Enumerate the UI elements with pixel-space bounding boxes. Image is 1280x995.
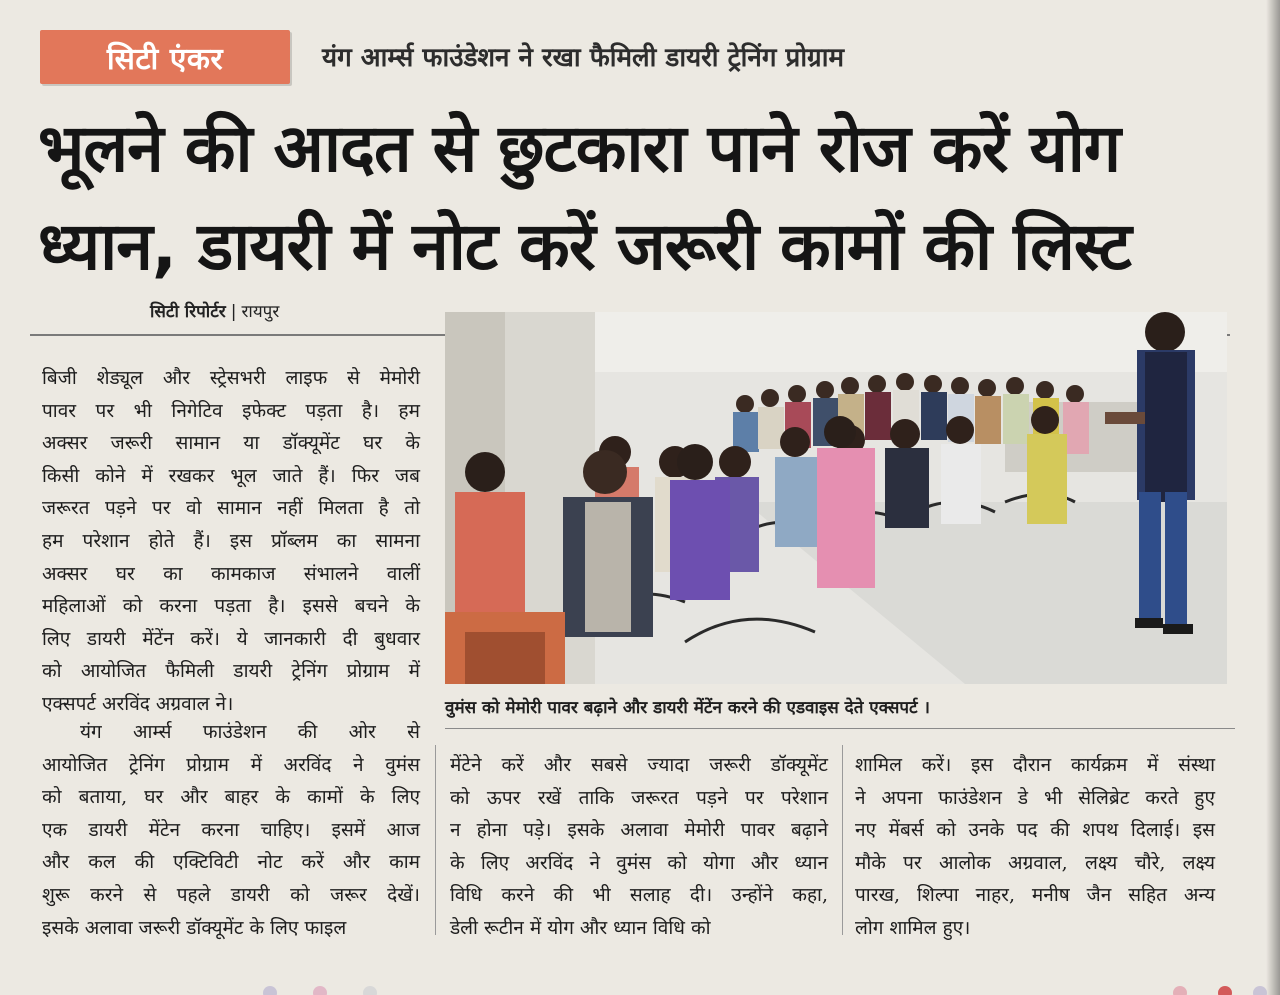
body-column-3 [855,749,1215,945]
body-text-line: आयोजित ट्रेनिंग प्रोग्राम में अरविंद ने वुमंस [42,753,420,776]
body-text-line: डेली रूटीन में योग और ध्यान विधि को [450,916,711,939]
body-text-line: हम परेशान होते हैं। इस प्रॉब्लम का सामना [42,529,420,552]
body-text-line: के लिए अरविंद ने वुमंस को योगा और ध्यान [450,851,828,874]
body-text-line: पारख, शिल्पा नाहर, मनीष जैन सहित अन्य [855,884,1215,907]
body-text-line: मौके पर आलोक अग्रवाल, लक्ष्य चौरे, लक्ष्य [855,851,1215,874]
body-column-1-bottom [42,716,420,944]
body-text-line: शुरू करने से पहले डायरी को जरूर देखें। [42,883,420,906]
body-text-line: यंग आर्म्स फाउंडेशन की ओर से [80,721,420,743]
body-text-line: न होना पड़े। इसके अलावा मेमोरी पावर बढ़ाने [450,819,828,842]
body-text-line: महिलाओं को करना पड़ता है। इससे बचने के [42,595,420,618]
body-text-line: नए मेंबर्स को उनके पद की शपथ दिलाई। इस [855,819,1215,842]
byline [150,298,450,326]
body-text-line: शामिल करें। इस दौरान कार्यक्रम में संस्था [855,754,1215,776]
body-text-line: अक्सर जरूरी सामान या डॉक्यूमेंट घर के [42,432,420,455]
byline-separator: | [230,302,237,322]
body-text-line: लोग शामिल हुए। [855,916,971,939]
caption-rule [445,728,1235,729]
body-text-line: एक्सपर्ट अरविंद अग्रवाल ने। [42,692,234,715]
body-column-1-top [42,362,420,721]
headline-line-2: ध्यान, डायरी में नोट करें जरूरी कामों की लिस्ट [38,208,1131,285]
seminar-photo-illustration [445,312,1227,684]
body-text-line: और कल की एक्टिविटी नोट करें और काम [42,851,420,874]
headline-line-1: भूलने की आदत से छुटकारा पाने रोज करें योग [38,110,1120,187]
body-text-line: को आयोजित फैमिली डायरी ट्रेनिंग प्रोग्राम में [42,660,420,683]
body-text-line: को ऊपर रखें ताकि जरूरत पड़ने पर परेशान [450,786,828,809]
news-photo [445,312,1227,684]
section-badge [40,30,290,84]
body-text-line: अक्सर घर का कामकाज संभालने वालीं [42,562,420,585]
body-text-line: इसके अलावा जरूरी डॉक्यूमेंट के लिए फाइल [42,916,347,939]
body-text-line: बिजी शेड्यूल और स्ट्रेसभरी लाइफ से मेमोरी [42,367,420,389]
section-badge-label: सिटी एंकर [106,41,224,77]
page-edge-shadow [1266,0,1280,995]
byline-reporter: सिटी रिपोर्टर [150,302,226,322]
body-text-line: जरूरत पड़ने पर वो सामान नहीं मिलता है तो [42,497,420,520]
column-divider-2 [842,745,843,935]
main-headline [38,100,1238,296]
column-divider-1 [435,745,436,935]
byline-city: रायपुर [241,302,280,322]
body-text-line: लिए डायरी मेंटेंन करें। ये जानकारी दी बुधवार [42,627,420,650]
body-text-line: एक डायरी मेंटेन करना चाहिए। इसमें आज [42,818,420,841]
body-text-line: पावर पर भी निगेटिव इफेक्ट पड़ता है। हम [42,399,420,422]
body-column-2 [450,749,828,945]
body-text-line: ने अपना फाउंडेशन डे भी सेलिब्रेट करते हुए [855,786,1215,809]
photo-caption: वुमंस को मेमोरी पावर बढ़ाने और डायरी मेंटेंन करने की एडवाइस देते एक्सपर्ट । [445,698,930,718]
body-text-line: किसी कोने में रखकर भूल जाते हैं। फिर जब [42,464,420,487]
body-text-line: को बताया, घर और बाहर के कामों के लिए [42,786,420,809]
body-text-line: मेंटेने करें और सबसे ज्यादा जरूरी डॉक्यूमेंट [450,754,828,776]
body-text-line: विधि करने की भी सलाह दी। उन्होंने कहा, [450,884,828,907]
kicker-headline: यंग आर्म्स फाउंडेशन ने रखा फैमिली डायरी ट्रेनिंग प्रोग्राम [322,43,845,73]
print-registration-marks [0,975,1280,995]
